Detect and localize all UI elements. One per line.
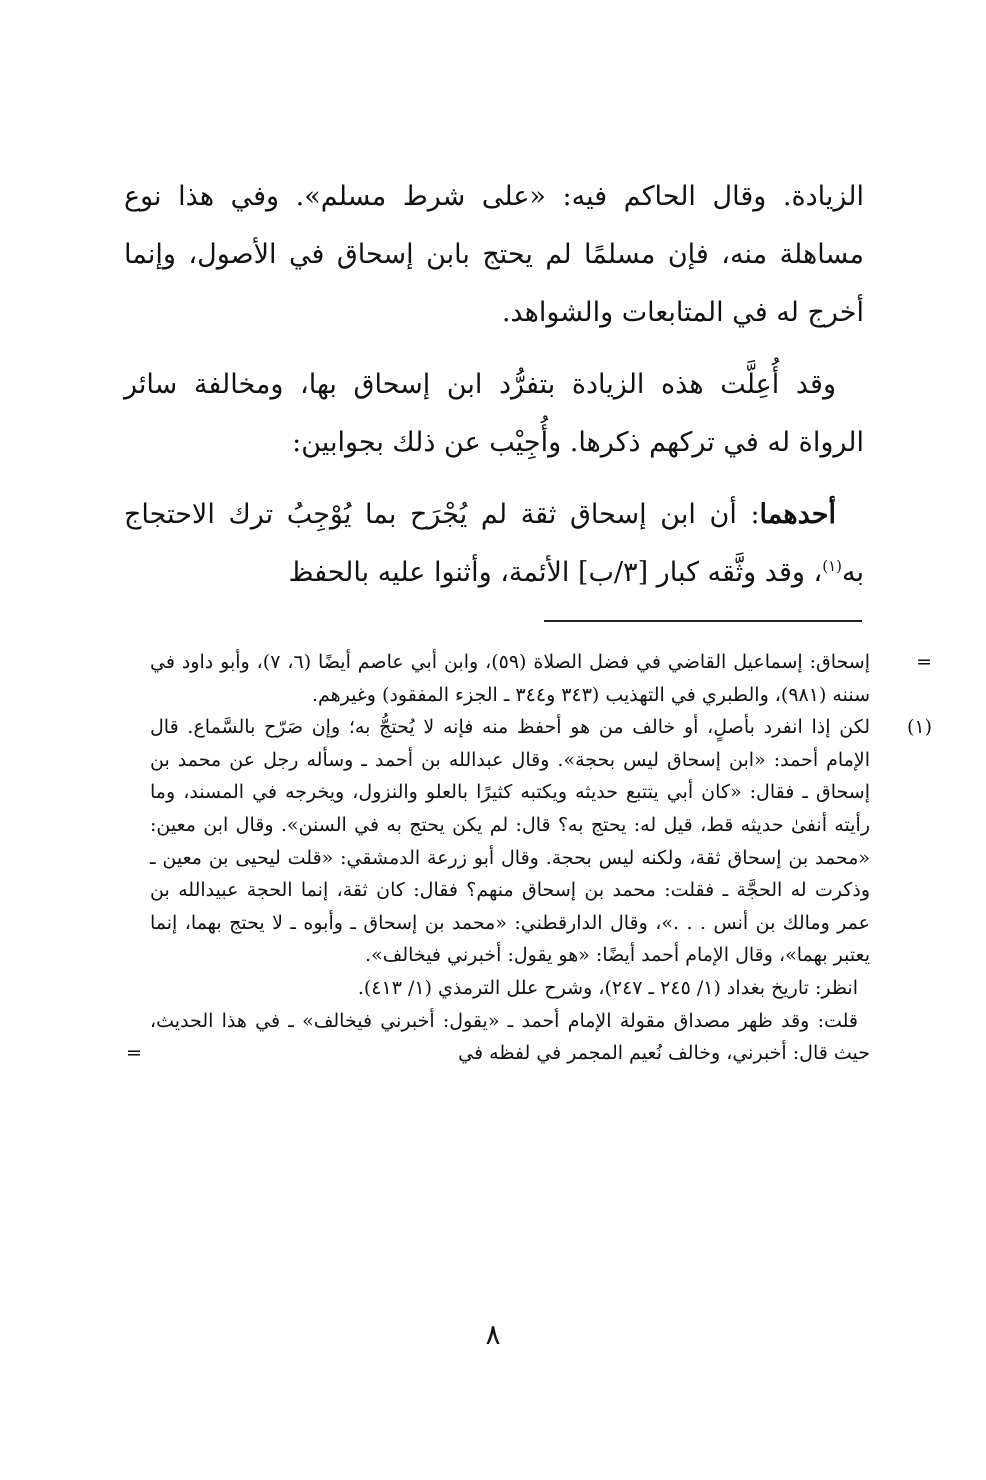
paragraph-3-text: : أن ابن إسحاق ثقة لم يُجْرَح بما يُوْجِبُ ترك الاحتجاج به bbox=[124, 499, 864, 588]
footnote-separator bbox=[544, 620, 862, 622]
footnote-1-marker: (١) bbox=[906, 716, 932, 739]
continues-marker: = bbox=[126, 1042, 142, 1065]
main-text bbox=[124, 168, 864, 602]
paragraph-1: الزيادة. وقال الحاكم فيه: «على شرط مسلم». وفي هذا نوع مساهلة منه، فإن مسلمًا لم يحتج بابن إسحاق في الأصول، وإنما أخرج له في المتابعات والشواهد. bbox=[124, 181, 864, 328]
paragraph-2: وقد أُعِلَّت هذه الزيادة بتفرُّد ابن إسحاق بها، ومخالفة سائر الرواة له في تركهم ذكرها. وأُجِيْب عن ذلك بجوابين: bbox=[124, 369, 864, 458]
footnote-1-text: لكن إذا انفرد بأصلٍ، أو خالف من هو أحفظ منه فإنه لا يُحتجُّ به؛ وإن صَرّح بالسَّماع. قال الإمام أحمد: «ابن إسحاق ليس بحجة». وقال عبدالله بن أحمد ـ وسأله رجل عن محمد بن إسحاق ـ فقال: «كان أبي يتتبع حديثه ويكتبه كثيرًا بالعلو والنزول، ويخرجه في المسند، وما رأيته أنفىٰ حديثه قط، قيل له: يحتج به؟ قال: لم يكن يحتج به في السنن». وقال ابن معين: «محمد بن إسحاق ثقة، ولكنه ليس بحجة. وقال أبو زرعة الدمشقي: «قلت ليحيى بن معين ـ وذكرت له الحجَّة ـ فقلت: محمد بن إسحاق منهم؟ فقال: كان ثقة، إنما الحجة عبيدالله بن عمر ومالك بن أنس . . .»، وقال الدارقطني: «محمد بن إسحاق ـ وأبوه ـ لا يحتج بهما، إنما يعتبر بهما»، وقال الإمام أحمد أيضًا: «هو يقول: أخبرني فيخالف». bbox=[150, 716, 870, 967]
footnote-1-comment bbox=[126, 1005, 870, 1070]
footnote-1-comment-text: قلت: وقد ظهر مصداق مقولة الإمام أحمد ـ «يقول: أخبرني فيخالف» ـ في هذا الحديث، حيث قال: أخبرني، وخالف نُعيم المجمر في لفظه في bbox=[150, 1009, 870, 1065]
footnote-1-references-text: انظر: تاريخ بغداد (١/ ٢٤٥ ـ ٢٤٧)، وشرح علل الترمذي (١/ ٤١٣). bbox=[357, 976, 858, 999]
footnotes bbox=[126, 646, 932, 1070]
continuation-text: إسحاق: إسماعيل القاضي في فضل الصلاة (٥٩)، وابن أبي عاصم أيضًا (٦، ٧)، وأبو داود في سننه (٩٨١)، والطبري في التهذيب (٣٤٣ و٣٤٤ ـ الجزء المفقود) وغيرهم. bbox=[150, 651, 870, 706]
footnote-continuation bbox=[150, 646, 932, 711]
footnote-1 bbox=[150, 711, 932, 972]
paragraph-3-rest: ، وقد وثَّقه كبار [٣/ب] الأئمة، وأثنوا عليه بالحفظ bbox=[288, 557, 823, 588]
footnote-reference: (١) bbox=[822, 557, 842, 575]
continuation-marker: = bbox=[916, 651, 932, 673]
footnote-1-references bbox=[150, 972, 870, 1005]
page-number: ٨ bbox=[485, 1318, 501, 1351]
paragraph-3-heading: أحدهما bbox=[759, 499, 836, 530]
paragraph-3 bbox=[124, 486, 864, 602]
